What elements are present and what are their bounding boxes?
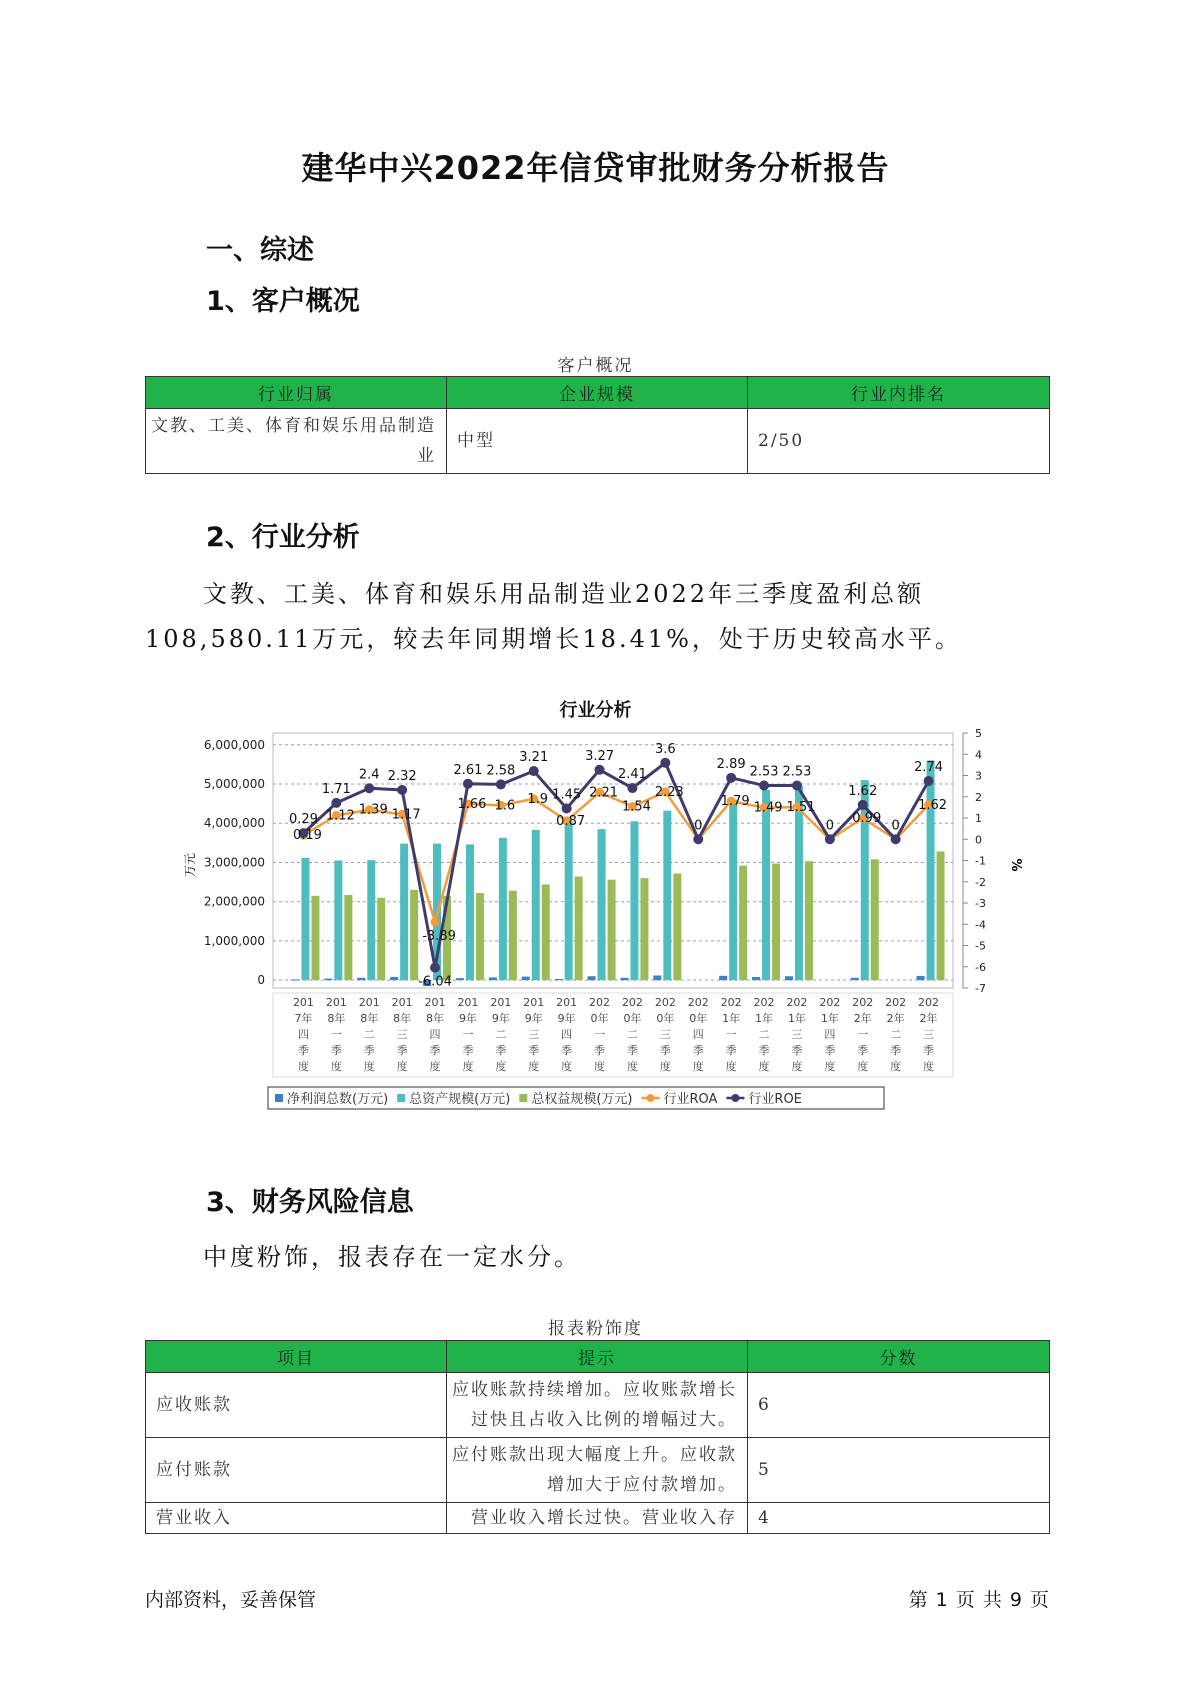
bar-2: [377, 898, 385, 980]
series-point-1: [891, 834, 901, 844]
x-category-label: 2年: [886, 1012, 905, 1025]
roa-data-label: 0.99: [852, 811, 882, 827]
x-category-label: 度: [758, 1060, 770, 1073]
bar-1: [565, 821, 573, 980]
bar-0: [917, 976, 925, 980]
risk-cell-score: 6: [748, 1373, 1050, 1438]
y2-tick-label: -7: [975, 982, 986, 995]
x-category-label: 8年: [426, 1012, 445, 1025]
section-heading-overview: 一、综述: [206, 235, 314, 266]
x-category-label: 0年: [689, 1012, 708, 1025]
roe-data-label: 2.32: [387, 768, 417, 784]
document-title: 建华中兴2022年信贷审批财务分析报告: [301, 149, 890, 187]
roe-data-label: 0: [694, 818, 703, 834]
bar-0: [752, 977, 760, 980]
y-tick-label: 0: [257, 973, 265, 988]
bar-0: [357, 978, 365, 980]
roa-data-label: 2.21: [589, 785, 619, 801]
risk-header-item: 项目: [146, 1341, 447, 1373]
risk-header-score: 分数: [748, 1341, 1050, 1373]
x-category-label: 三: [396, 1028, 408, 1041]
bar-0: [555, 979, 563, 980]
bar-2: [311, 896, 319, 980]
series-point-1: [693, 834, 703, 844]
roe-data-label: 0: [825, 818, 834, 834]
x-category-label: 8年: [327, 1012, 346, 1025]
x-category-label: 三: [659, 1028, 671, 1041]
roa-data-label: 1.49: [753, 800, 783, 816]
roe-data-label: 2.41: [617, 767, 647, 783]
x-category-label: 季: [626, 1044, 638, 1057]
x-category-label: 季: [396, 1044, 408, 1057]
roe-data-label: 2.53: [782, 764, 812, 780]
x-category-label: 季: [692, 1044, 704, 1057]
series-point-1: [397, 785, 407, 795]
x-category-label: 202: [621, 996, 643, 1009]
x-category-label: 1年: [722, 1012, 741, 1025]
x-category-label: 季: [495, 1044, 507, 1057]
bar-0: [653, 975, 661, 980]
legend-label: 净利润总数(万元): [287, 1092, 389, 1107]
bar-1: [762, 790, 770, 980]
x-category-label: 季: [297, 1044, 309, 1057]
series-point-1: [364, 783, 374, 793]
x-category-label: 度: [626, 1060, 638, 1073]
x-category-label: 度: [561, 1060, 573, 1073]
x-category-label: 7年: [294, 1012, 313, 1025]
roe-data-label: 2.89: [716, 756, 746, 772]
roe-data-label: -6.04: [418, 974, 452, 990]
y-tick-label: 2,000,000: [203, 894, 265, 909]
series-point-0: [431, 917, 440, 926]
bar-2: [937, 851, 945, 980]
bar-1: [532, 830, 540, 980]
bar-0: [489, 977, 497, 980]
bar-0: [620, 978, 628, 980]
x-category-label: 一: [725, 1028, 737, 1041]
risk-table: [145, 1340, 1050, 1534]
y2-tick-label: -5: [975, 939, 986, 953]
bar-2: [673, 873, 681, 980]
roe-data-label: 0: [891, 818, 900, 834]
y-axis-label: 万元: [183, 852, 197, 878]
roe-data-label: 3.21: [519, 750, 549, 766]
x-category-label: 1年: [787, 1012, 806, 1025]
bar-1: [499, 838, 507, 980]
x-category-label: 1年: [755, 1012, 774, 1025]
bar-2: [410, 890, 418, 980]
roa-data-label: 1.9: [527, 791, 549, 807]
y2-tick-label: 3: [975, 769, 982, 783]
y-tick-label: 5,000,000: [203, 777, 265, 791]
y2-tick-label: 5: [975, 727, 982, 740]
x-category-label: 度: [462, 1060, 474, 1073]
bar-0: [719, 976, 727, 980]
roe-data-label: 2.74: [914, 760, 944, 776]
x-category-label: 一: [462, 1028, 474, 1041]
series-point-1: [562, 803, 572, 813]
legend-swatch: [275, 1094, 283, 1102]
y2-tick-label: 1: [975, 812, 982, 825]
series-point-1: [627, 783, 637, 793]
table-row: [146, 1373, 1050, 1438]
bar-2: [344, 895, 352, 980]
x-category-label: 度: [692, 1060, 704, 1073]
x-category-label: 季: [758, 1044, 770, 1057]
chart-legend: [268, 1087, 884, 1109]
bar-2: [608, 880, 616, 980]
x-category-label: 度: [725, 1060, 737, 1073]
bar-1: [367, 860, 375, 980]
roa-data-label: 1.17: [391, 807, 421, 823]
bar-1: [729, 800, 737, 980]
risk-table-caption: 报表粉饰度: [548, 1319, 643, 1339]
x-category-label: 201: [457, 996, 479, 1009]
x-category-label: 度: [923, 1060, 935, 1073]
roa-data-label: 2.23: [654, 784, 684, 800]
section-heading-industry: 2、行业分析: [206, 522, 360, 553]
bar-2: [476, 893, 484, 980]
chart-title: 行业分析: [559, 700, 632, 721]
x-category-label: 201: [292, 996, 314, 1009]
roe-data-label: 1.45: [552, 787, 582, 803]
x-category-label: 三: [528, 1028, 540, 1041]
x-category-label: 度: [363, 1060, 375, 1073]
bar-2: [805, 861, 813, 980]
x-category-label: 度: [528, 1060, 540, 1073]
series-point-1: [924, 776, 934, 786]
roa-data-label: 1.54: [621, 799, 651, 815]
y2-tick-label: -4: [975, 918, 986, 932]
x-category-label: 季: [824, 1044, 836, 1057]
roe-data-label: 3.6: [655, 741, 676, 757]
table-row: [146, 1438, 1050, 1503]
series-point-1: [496, 779, 506, 789]
y2-tick-label: 2: [975, 790, 982, 804]
legend-label: 行业ROE: [748, 1092, 802, 1107]
bar-2: [640, 878, 648, 980]
bar-2: [739, 866, 747, 981]
customer-header-industry: 行业归属: [146, 377, 447, 409]
risk-cell-score: 4: [748, 1503, 1050, 1534]
x-category-label: 9年: [557, 1012, 576, 1025]
x-category-label: 季: [659, 1044, 671, 1057]
roe-data-label: 2.58: [486, 763, 516, 779]
roa-data-label: 1.51: [786, 800, 816, 816]
bar-0: [324, 979, 332, 981]
bar-2: [575, 877, 583, 981]
x-category-label: 四: [429, 1028, 441, 1041]
x-category-label: 2年: [919, 1012, 938, 1025]
x-category-label: 三: [791, 1028, 803, 1041]
x-category-label: 季: [890, 1044, 902, 1057]
bar-2: [772, 864, 780, 981]
x-category-label: 202: [819, 996, 841, 1009]
bar-1: [927, 760, 935, 980]
y-tick-label: 6,000,000: [203, 737, 265, 752]
x-category-label: 201: [391, 996, 413, 1009]
y2-axis-ticks: [963, 727, 986, 995]
series-point-1: [430, 963, 440, 973]
x-category-label: 四: [297, 1028, 309, 1041]
x-category-label: 一: [857, 1028, 869, 1041]
roa-data-label: 0.87: [556, 813, 586, 829]
x-category-label: 季: [363, 1044, 375, 1057]
x-category-label: 二: [363, 1028, 375, 1041]
x-category-label: 度: [594, 1060, 606, 1073]
x-category-label: 202: [589, 996, 611, 1009]
customer-cell-rank: 2/50: [748, 409, 1050, 474]
roe-data-label: 3.27: [585, 748, 615, 764]
section-heading-customer: 1、客户概况: [206, 286, 360, 317]
bar-1: [663, 811, 671, 980]
section-heading-risk: 3、财务风险信息: [206, 1187, 414, 1218]
x-category-label: 季: [725, 1044, 737, 1057]
bar-0: [522, 977, 530, 981]
bar-1: [466, 844, 474, 980]
y-tick-label: 1,000,000: [203, 933, 265, 948]
roe-data-label: 1.62: [848, 783, 878, 799]
industry-chart: [180, 725, 1023, 1145]
x-category-label: 度: [890, 1060, 902, 1073]
roa-data-label: 1.6: [494, 798, 516, 814]
x-category-label: 9年: [524, 1012, 543, 1025]
x-category-label: 8年: [393, 1012, 412, 1025]
customer-cell-scale: 中型: [447, 409, 748, 474]
x-category-label: 202: [753, 996, 775, 1009]
roa-data-label: 1.39: [358, 802, 388, 818]
x-category-label: 201: [490, 996, 512, 1009]
x-category-label: 季: [791, 1044, 803, 1057]
legend-swatch: [397, 1094, 405, 1102]
roe-data-label: 1.71: [321, 781, 351, 797]
series-point-1: [858, 800, 868, 810]
series-point-1: [726, 773, 736, 783]
roa-data-label: 1.66: [457, 796, 487, 812]
bar-1: [400, 844, 408, 981]
y2-tick-label: -3: [975, 897, 986, 910]
x-category-label: 一: [594, 1028, 606, 1041]
x-category-label: 二: [626, 1028, 638, 1041]
x-category-label: 季: [561, 1044, 573, 1057]
bar-0: [456, 978, 464, 980]
x-category-label: 度: [330, 1060, 342, 1073]
y2-tick-label: -2: [975, 875, 986, 889]
y-tick-label: 4,000,000: [203, 816, 265, 831]
roa-data-label: 1.79: [720, 794, 750, 810]
x-category-label: 201: [523, 996, 545, 1009]
bar-2: [542, 884, 550, 980]
x-category-label: 度: [659, 1060, 671, 1073]
x-category-label: 201: [325, 996, 347, 1009]
x-category-label: 0年: [656, 1012, 675, 1025]
x-category-label: 度: [495, 1060, 507, 1073]
risk-paragraph: 中度粉饰，报表存在一定水分。: [203, 1243, 581, 1271]
x-category-label: 0年: [623, 1012, 642, 1025]
x-category-label: 201: [556, 996, 578, 1009]
x-category-label: 202: [687, 996, 709, 1009]
bar-2: [509, 891, 517, 980]
x-category-label: 度: [396, 1060, 408, 1073]
series-point-1: [660, 758, 670, 768]
x-category-label: 2年: [853, 1012, 872, 1025]
customer-header-scale: 企业规模: [447, 377, 748, 409]
y2-tick-label: -6: [975, 960, 986, 974]
bar-0: [851, 978, 859, 980]
x-category-label: 202: [720, 996, 742, 1009]
industry-paragraph: 文教、工美、体育和娱乐用品制造业2022年三季度盈利总额108,580.11万元，较去年同期增长18.41%，处于历史较高水平。: [145, 580, 962, 653]
customer-table: [145, 376, 1050, 474]
x-category-label: 季: [528, 1044, 540, 1057]
bar-0: [390, 977, 398, 980]
roa-data-label: 1.12: [325, 808, 355, 824]
risk-cell-hint: 营业收入增长过快。营业收入存: [447, 1503, 748, 1534]
risk-cell-hint: 应付账款出现大幅度上升。应收款增加大于应付款增加。: [447, 1438, 748, 1503]
x-category-label: 8年: [360, 1012, 379, 1025]
x-category-label: 一: [330, 1028, 342, 1041]
risk-cell-item: 应收账款: [146, 1373, 447, 1438]
series-point-1: [792, 780, 802, 790]
x-category-label: 度: [429, 1060, 441, 1073]
y-axis-ticks: [204, 738, 265, 987]
x-category-label: 202: [918, 996, 940, 1009]
x-category-label: 202: [852, 996, 874, 1009]
roe-data-label: 2.61: [453, 762, 483, 778]
x-category-label: 202: [885, 996, 907, 1009]
bar-1: [598, 829, 606, 980]
x-category-label: 二: [758, 1028, 770, 1041]
x-category-label: 季: [857, 1044, 869, 1057]
bar-0: [785, 976, 793, 980]
legend-swatch: [646, 1094, 654, 1102]
customer-header-rank: 行业内排名: [748, 377, 1050, 409]
risk-cell-item: 应付账款: [146, 1438, 447, 1503]
x-category-label: 度: [791, 1060, 803, 1073]
legend-label: 总权益规模(万元): [531, 1092, 633, 1107]
table-row: [146, 1503, 1050, 1534]
roe-data-label: 2.4: [358, 767, 380, 783]
x-category-label: 9年: [458, 1012, 477, 1025]
roa-data-label: 0.19: [292, 828, 322, 844]
x-category-label: 201: [358, 996, 380, 1009]
series-point-1: [331, 798, 341, 808]
x-category-label: 度: [297, 1060, 309, 1073]
x-category-label: 四: [692, 1028, 704, 1041]
x-category-label: 季: [429, 1044, 441, 1057]
legend-label: 总资产规模(万元): [409, 1092, 511, 1107]
x-category-label: 202: [786, 996, 808, 1009]
x-category-label: 季: [923, 1044, 935, 1057]
roa-data-label: -3.89: [422, 928, 456, 944]
legend-label: 行业ROA: [663, 1092, 718, 1107]
roa-data-label: 1.62: [918, 797, 948, 813]
x-category-label: 四: [824, 1028, 836, 1041]
roe-data-label: 0.29: [288, 812, 318, 828]
bar-2: [871, 859, 879, 980]
x-category-label: 二: [890, 1028, 902, 1041]
series-point-1: [825, 834, 835, 844]
bar-1: [301, 858, 309, 980]
footer-page-number: 第 1 页 共 9 页: [908, 1589, 1050, 1611]
bar-0: [291, 979, 299, 980]
y2-tick-label: -1: [975, 854, 986, 868]
x-category-label: 二: [495, 1028, 507, 1041]
customer-cell-industry: 文教、工美、体育和娱乐用品制造业: [146, 409, 447, 474]
x-category-label: 三: [923, 1028, 935, 1041]
series-point-1: [463, 779, 473, 789]
bar-1: [334, 861, 342, 981]
x-category-label: 9年: [491, 1012, 510, 1025]
roe-data-label: 2.53: [749, 764, 779, 780]
customer-table-caption: 客户概况: [557, 356, 634, 376]
bar-1: [630, 821, 638, 980]
x-category-label: 度: [857, 1060, 869, 1073]
x-category-label: 0年: [590, 1012, 609, 1025]
x-category-label: 202: [654, 996, 676, 1009]
risk-cell-hint: 应收账款持续增加。应收账款增长过快且占收入比例的增幅过大。: [447, 1373, 748, 1438]
x-category-label: 1年: [820, 1012, 839, 1025]
footer-confidential: 内部资料，妥善保管: [145, 1589, 317, 1611]
legend-swatch: [731, 1094, 739, 1102]
x-category-label: 201: [424, 996, 446, 1009]
series-point-1: [595, 765, 605, 775]
x-category-label: 季: [330, 1044, 342, 1057]
series-point-1: [759, 780, 769, 790]
x-category-label: 季: [462, 1044, 474, 1057]
x-axis-categories: [273, 993, 953, 1077]
series-point-1: [529, 766, 539, 776]
y2-tick-label: 4: [975, 748, 982, 762]
bar-0: [588, 976, 596, 980]
risk-header-hint: 提示: [447, 1341, 748, 1373]
risk-cell-item: 营业收入: [146, 1503, 447, 1534]
y-tick-label: 3,000,000: [203, 855, 265, 870]
x-category-label: 四: [561, 1028, 573, 1041]
x-category-label: 季: [594, 1044, 606, 1057]
y2-axis-label: %: [1008, 858, 1023, 872]
legend-swatch: [519, 1094, 527, 1102]
risk-cell-score: 5: [748, 1438, 1050, 1503]
x-category-label: 度: [824, 1060, 836, 1073]
y2-tick-label: 0: [975, 833, 982, 847]
